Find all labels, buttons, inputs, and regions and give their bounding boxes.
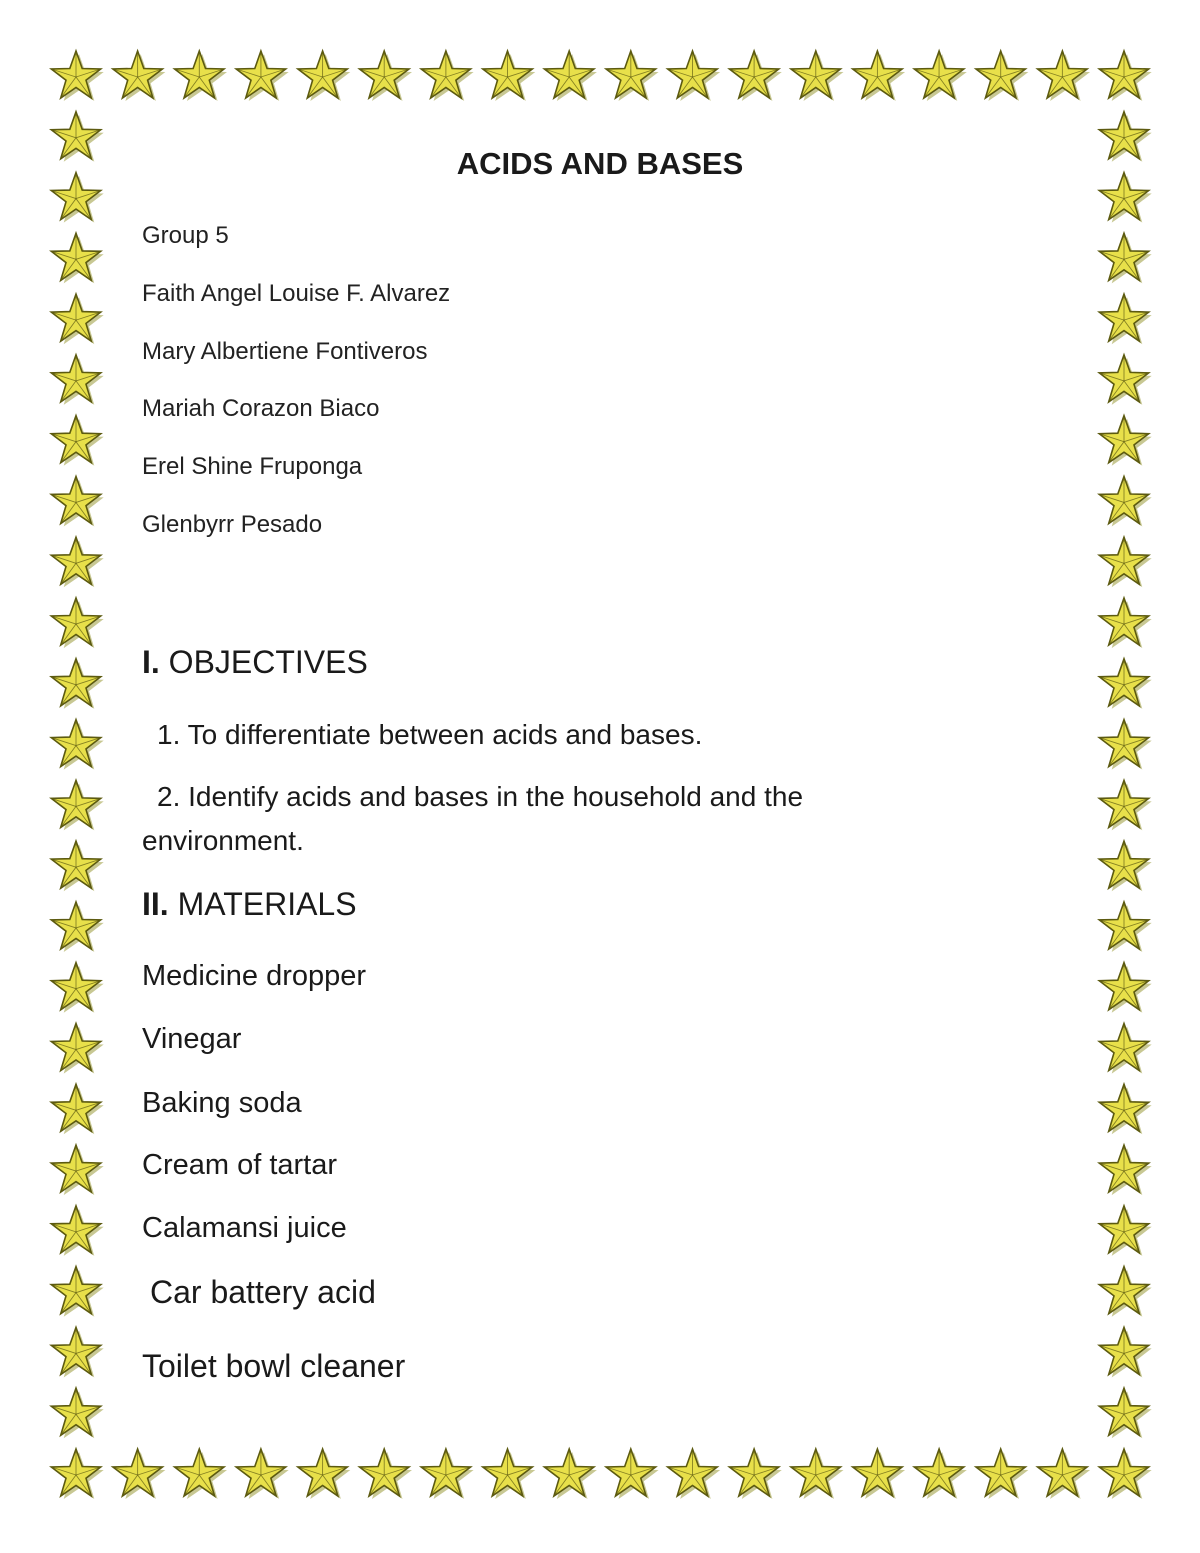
materials-heading-text: MATERIALS bbox=[177, 886, 357, 922]
materials-heading bbox=[142, 886, 357, 923]
objectives-heading-text: OBJECTIVES bbox=[168, 644, 368, 680]
document-title: ACIDS AND BASES bbox=[456, 146, 744, 181]
materials-number: II. bbox=[142, 886, 169, 922]
objective-item: 1. To differentiate between acids and bases. bbox=[157, 719, 703, 750]
material-item: Calamansi juice bbox=[142, 1212, 347, 1244]
material-item: Baking soda bbox=[142, 1087, 302, 1119]
member-name: Glenbyrr Pesado bbox=[142, 511, 323, 538]
objective-item-continuation: environment. bbox=[142, 825, 304, 856]
objectives-number: I. bbox=[142, 644, 160, 680]
material-item: Vinegar bbox=[142, 1023, 242, 1055]
member-name: Erel Shine Fruponga bbox=[142, 453, 363, 480]
material-item: Car battery acid bbox=[150, 1274, 376, 1310]
objective-item: 2. Identify acids and bases in the household and the bbox=[157, 781, 804, 812]
objectives-heading bbox=[142, 644, 368, 681]
material-item: Medicine dropper bbox=[142, 960, 367, 992]
material-item: Toilet bowl cleaner bbox=[142, 1348, 406, 1384]
member-name: Faith Angel Louise F. Alvarez bbox=[142, 280, 451, 307]
material-item: Cream of tartar bbox=[142, 1149, 337, 1181]
member-name: Mary Albertiene Fontiveros bbox=[142, 338, 428, 365]
member-name: Mariah Corazon Biaco bbox=[142, 395, 380, 422]
group-label: Group 5 bbox=[142, 222, 229, 249]
